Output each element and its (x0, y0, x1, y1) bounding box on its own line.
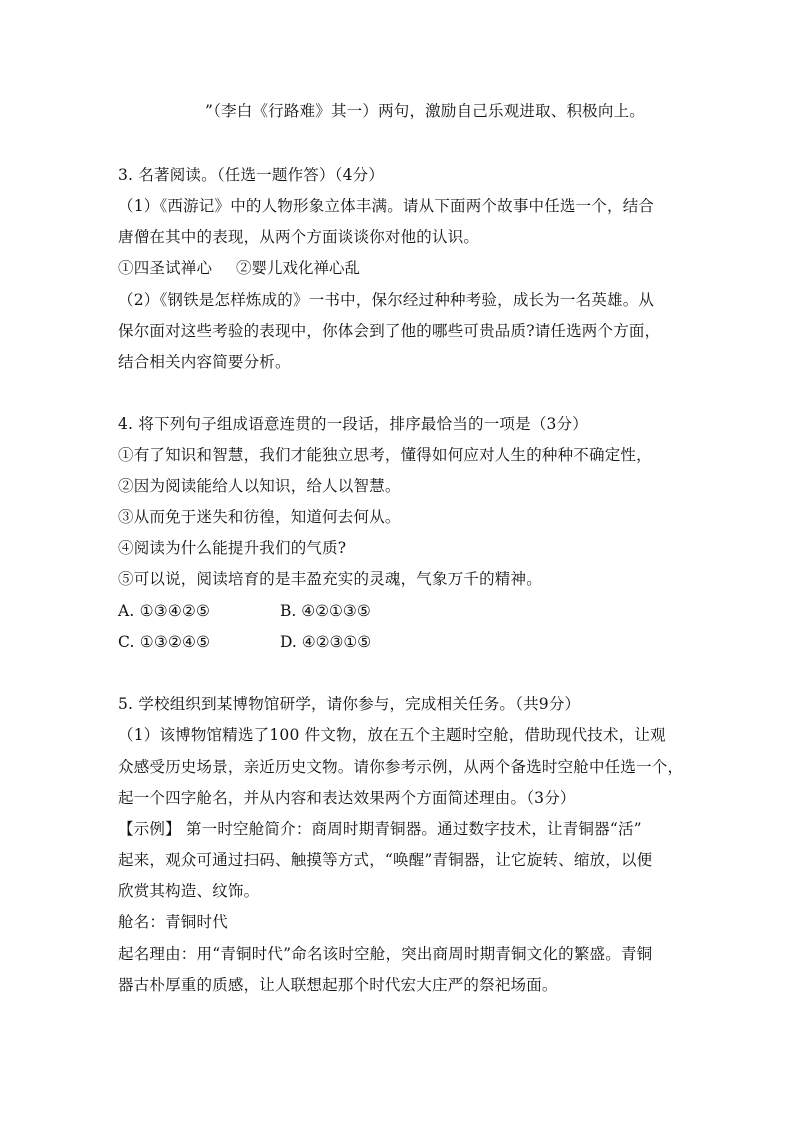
q3-title: 3. 名著阅读。（任选一题作答）（4分） (118, 166, 385, 184)
q5-example-line2: 起来，观众可通过扫码、触摸等方式，“唤醒”青铜器，让它旋转、缩放，以便 (118, 851, 653, 869)
q5-part1-line2: 众感受历史场景，亲近历史文物。请你参考示例，从两个备选时空舱中任选一个， (118, 758, 684, 776)
q4-option-b: B. ④②①③⑤ (280, 602, 371, 620)
q4-option-a: A. ①③④②⑤ (118, 602, 211, 620)
q5-example-line3: 欣赏其构造、纹饰。 (118, 882, 260, 900)
q5-cabin-name: 舱名：青铜时代 (118, 913, 228, 931)
q3-part2-line3: 结合相关内容简要分析。 (118, 353, 291, 371)
q5-title: 5. 学校组织到某博物馆研学，请你参与，完成相关任务。（共9分） (118, 695, 581, 713)
q5-reason-line1: 起名理由：用“青铜时代”命名该时空舱，突出商周时期青铜文化的繁盛。青铜 (118, 945, 653, 963)
q4-option-d: D. ④②③①⑤ (280, 633, 372, 651)
q3-story-2: ②婴儿戏化禅心乱 (236, 259, 361, 277)
q4-sentence-4: ④阅读为什么能提升我们的气质? (118, 539, 347, 557)
q3-story-1: ①四圣试禅心 (118, 259, 213, 277)
q4-sentence-1: ①有了知识和智慧，我们才能独立思考，懂得如何应对人生的种种不确定性， (118, 446, 652, 464)
q3-part1-line1: （1）《西游记》中的人物形象立体丰满。请从下面两个故事中任选一个，结合 (118, 197, 655, 215)
q3-part2-line2: 保尔面对这些考验的表现中，你体会到了他的哪些可贵品质?请任选两个方面， (118, 322, 661, 340)
q5-reason-line2: 器古朴厚重的质感，让人联想起那个时代宏大庄严的祭祀场面。 (118, 976, 558, 994)
q5-part1-line3: 起一个四字舱名，并从内容和表达效果两个方面简述理由。（3分） (118, 789, 576, 807)
q4-sentence-5: ⑤可以说，阅读培育的是丰盈充实的灵魂，气象万千的精神。 (118, 570, 542, 588)
q3-part1-line2: 唐僧在其中的表现，从两个方面谈谈你对他的认识。 (118, 228, 480, 246)
q4-sentence-2: ②因为阅读能给人以知识，给人以智慧。 (118, 477, 401, 495)
q5-example-line1: 【示例】 第一时空舱简介：商周时期青铜器。通过数字技术，让青铜器“活” (118, 820, 642, 838)
q3-part2-line1: （2）《钢铁是怎样炼成的》一书中，保尔经过种种考验，成长为一名英雄。从 (118, 291, 655, 309)
q4-title: 4. 将下列句子组成语意连贯的一段话，排序最恰当的一项是（3分） (118, 415, 588, 433)
q2-tail-line: ”（李白《行路难》其一）两句，激励自己乐观进取、积极向上。 (205, 102, 645, 120)
q4-option-c: C. ①③②④⑤ (118, 633, 211, 651)
q4-sentence-3: ③从而免于迷失和彷徨，知道何去何从。 (118, 508, 401, 526)
q5-part1-line1: （1）该博物馆精选了100 件文物，放在五个主题时空舱，借助现代技术，让观 (118, 726, 666, 744)
